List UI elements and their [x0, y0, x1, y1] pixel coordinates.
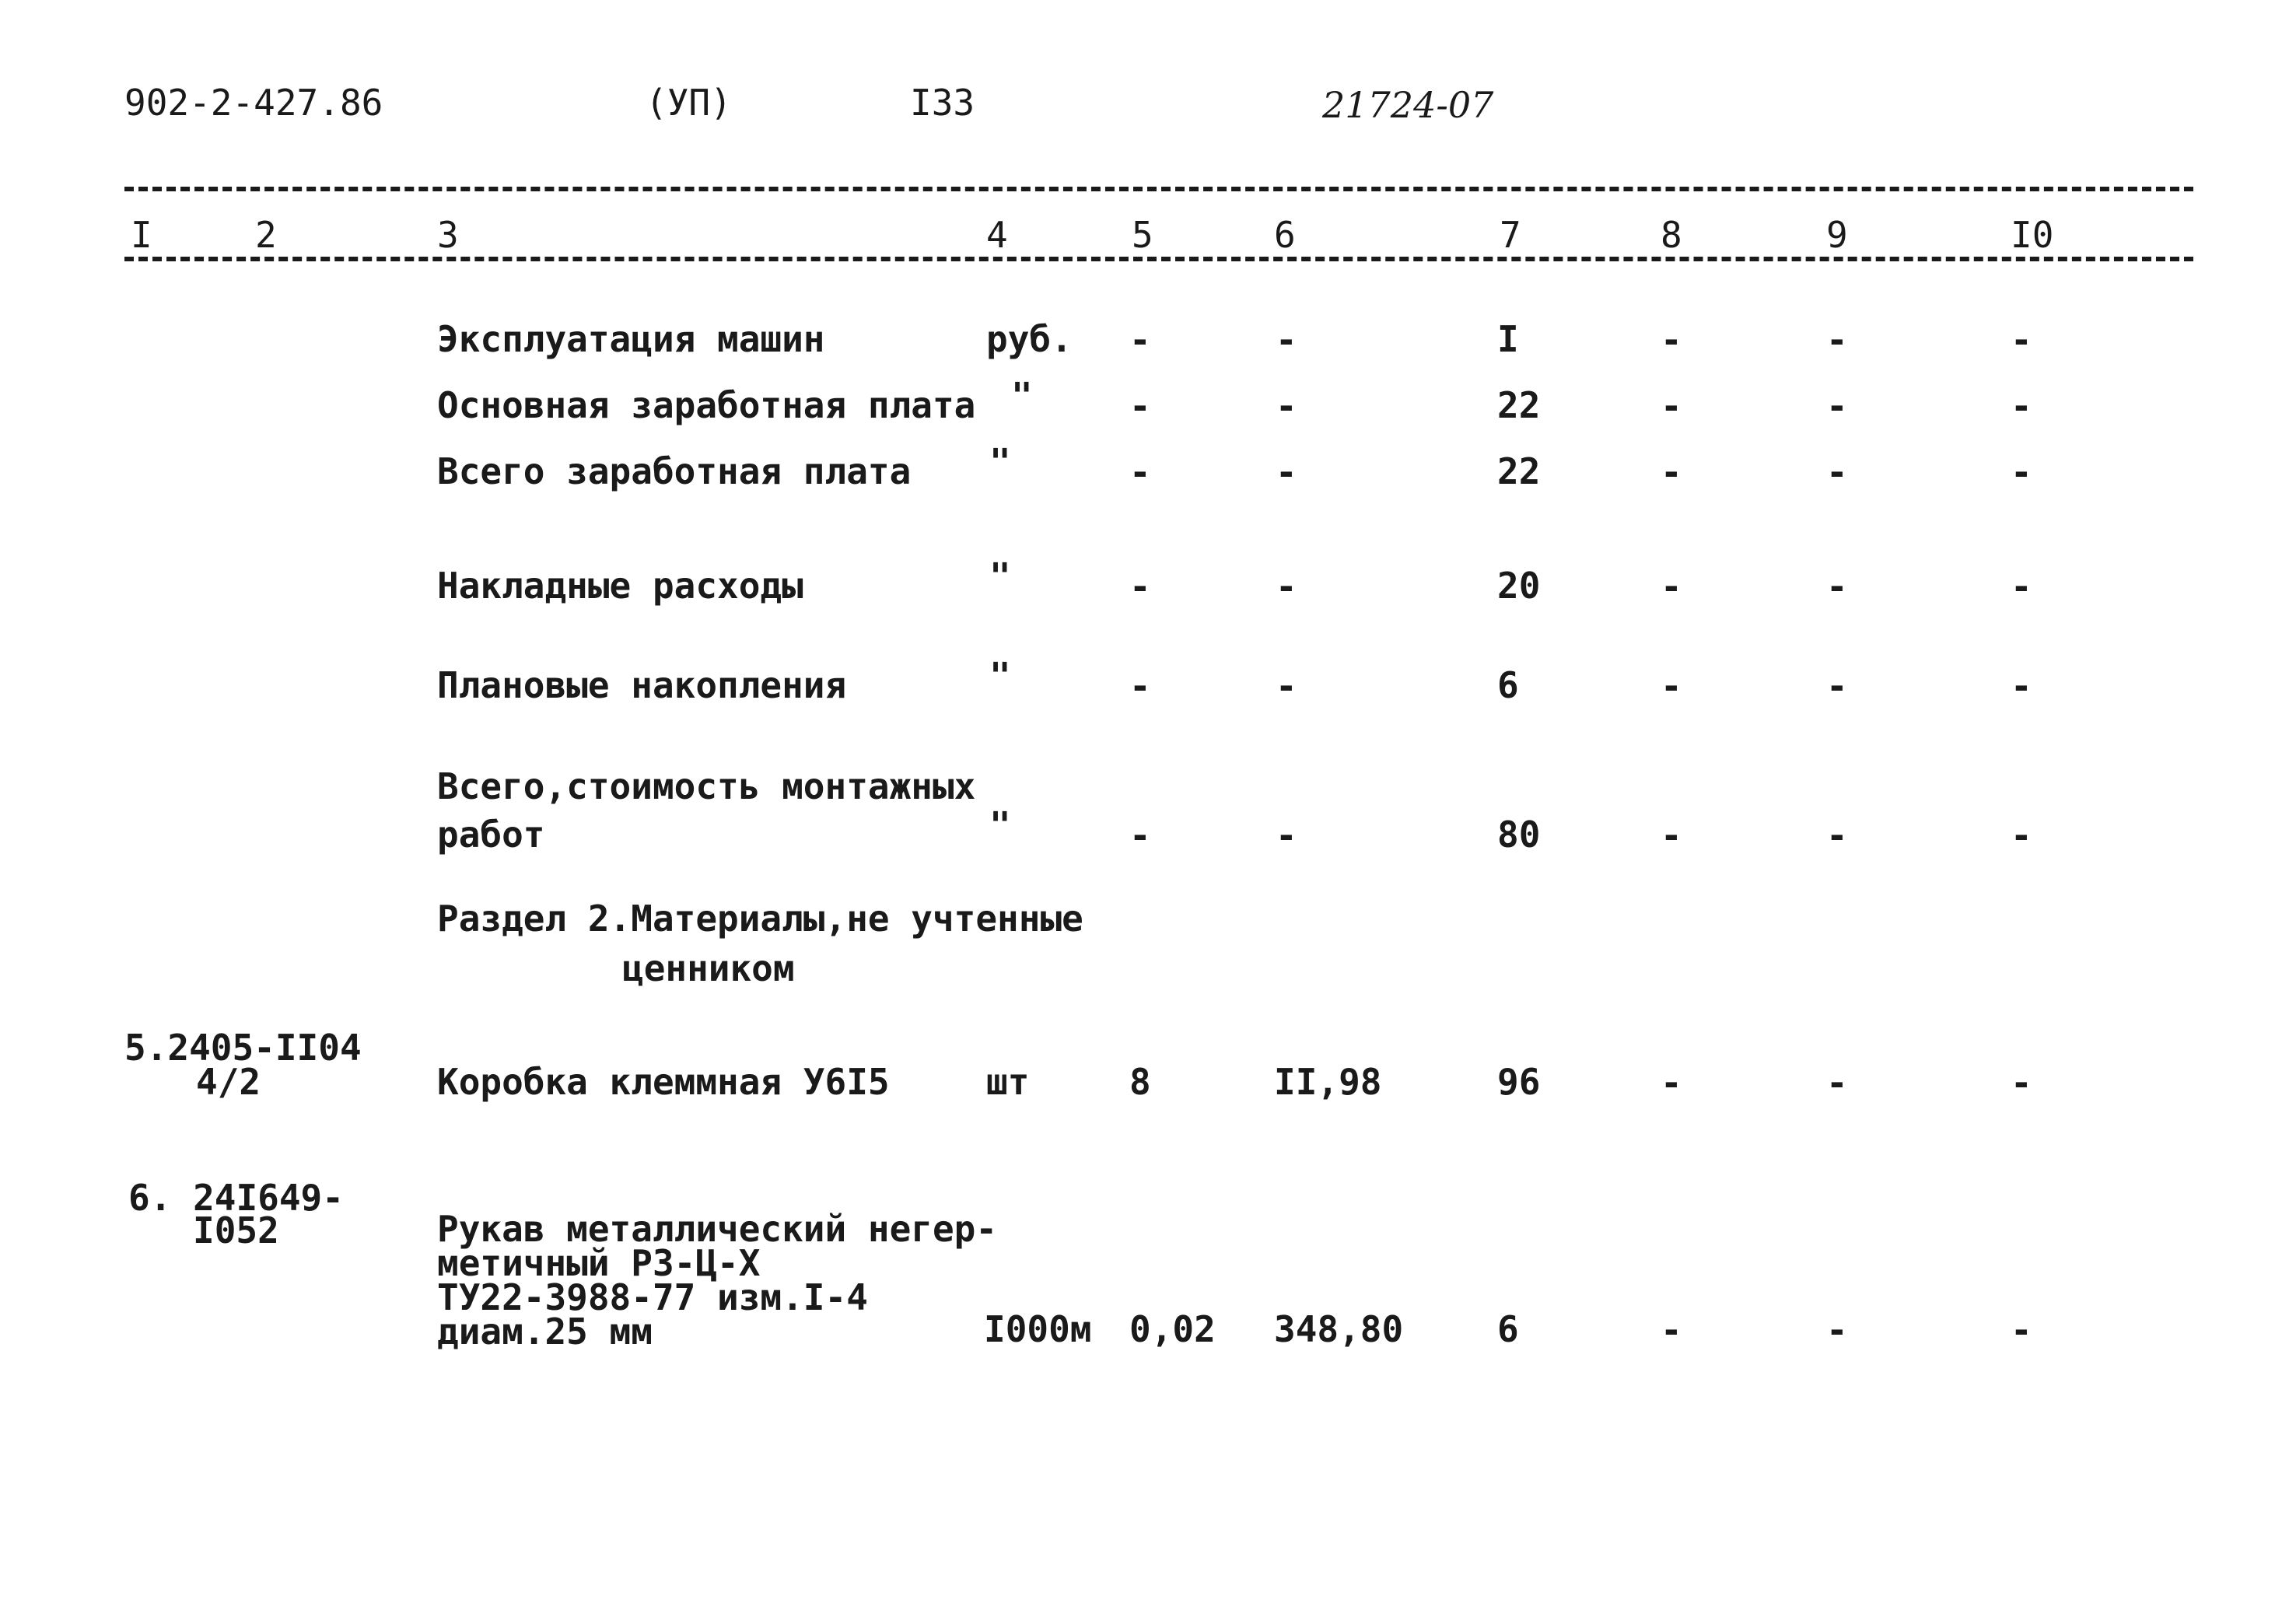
row-col8: - [1661, 665, 1682, 707]
row-name-line-2: метичный РЗ-Ц-Х [437, 1242, 761, 1284]
row-unit: " [1011, 375, 1033, 417]
row-qty: - [1129, 385, 1151, 427]
section-heading-line-1: Раздел 2.Материалы,не учтенные [437, 898, 1083, 940]
row-col8: - [1661, 319, 1682, 361]
row-col8: - [1661, 814, 1682, 856]
row-col8: - [1661, 1062, 1682, 1104]
row-name: Плановые накопления [437, 664, 847, 706]
row-qty: - [1129, 565, 1151, 607]
column-header-9: 9 [1826, 214, 1848, 256]
row-col9: - [1826, 814, 1848, 856]
row-price: - [1276, 319, 1297, 361]
row-name: Коробка клеммная У6I5 [437, 1061, 890, 1103]
row-price: - [1276, 814, 1297, 856]
column-header-6: 6 [1274, 214, 1296, 256]
row-price: II,98 [1274, 1061, 1382, 1103]
row-total: 96 [1497, 1061, 1541, 1103]
row-price: - [1276, 385, 1297, 427]
handwritten-number: 21724-07 [1322, 84, 1494, 126]
row-price: - [1276, 665, 1297, 707]
row-price: 348,80 [1274, 1308, 1404, 1350]
column-header-3: 3 [437, 214, 459, 256]
column-header-8: 8 [1661, 214, 1682, 256]
row-unit: руб. [986, 318, 1073, 360]
row-col9: - [1826, 451, 1848, 493]
row-col10: - [2011, 385, 2032, 427]
row-col9: - [1826, 385, 1848, 427]
row-qty: - [1129, 814, 1151, 856]
row-price: - [1276, 565, 1297, 607]
row-unit: " [989, 441, 1011, 483]
row-name-line-2: работ [437, 814, 545, 856]
table-top-rule [124, 187, 2193, 191]
row-total: 20 [1497, 565, 1541, 607]
row-name: Накладные расходы [437, 565, 803, 607]
row-qty: - [1129, 451, 1151, 493]
row-col9: - [1826, 565, 1848, 607]
document-code: 902-2-427.86 [124, 82, 383, 124]
page-number: I33 [910, 82, 975, 124]
column-header-2: 2 [255, 214, 277, 256]
row-name-line-1: Рукав металлический негер- [437, 1208, 998, 1250]
row-code-line-1: 5.2405-II04 [124, 1027, 362, 1069]
row-total: 80 [1497, 814, 1541, 856]
row-col8: - [1661, 1309, 1682, 1351]
row-name-line-1: Всего,стоимость монтажных [437, 765, 976, 807]
row-name-line-3: ТУ22-3988-77 изм.I-4 [437, 1276, 868, 1318]
row-qty: - [1129, 665, 1151, 707]
row-col10: - [2011, 1309, 2032, 1351]
row-code-line-2: 4/2 [196, 1061, 261, 1103]
section-heading-line-2: ценником [622, 947, 795, 989]
row-total: 22 [1497, 450, 1541, 492]
row-col8: - [1661, 385, 1682, 427]
row-col9: - [1826, 1062, 1848, 1104]
row-col9: - [1826, 1309, 1848, 1351]
row-unit: I000м [984, 1308, 1092, 1350]
row-name: Основная заработная плата [437, 384, 976, 426]
column-header-7: 7 [1500, 214, 1521, 256]
row-total: I [1497, 318, 1519, 360]
column-header-1: I [131, 214, 152, 256]
row-total: 6 [1497, 1308, 1519, 1350]
row-total: 6 [1497, 664, 1519, 706]
row-name: Эксплуатация машин [437, 318, 825, 360]
row-name: Всего заработная плата [437, 450, 912, 492]
row-code-line-1: 6. 24I649- [128, 1177, 344, 1219]
row-col9: - [1826, 665, 1848, 707]
column-header-5: 5 [1132, 214, 1153, 256]
column-header-4: 4 [986, 214, 1008, 256]
row-unit: шт [986, 1061, 1030, 1103]
row-col10: - [2011, 319, 2032, 361]
row-col10: - [2011, 814, 2032, 856]
document-mark: (УП) [646, 82, 732, 124]
row-col8: - [1661, 565, 1682, 607]
row-col9: - [1826, 319, 1848, 361]
row-total: 22 [1497, 384, 1541, 426]
row-col10: - [2011, 451, 2032, 493]
table-header-rule [124, 257, 2193, 261]
column-header-10: I0 [2011, 214, 2054, 256]
row-col10: - [2011, 565, 2032, 607]
row-col10: - [2011, 1062, 2032, 1104]
row-unit: " [989, 804, 1011, 846]
row-qty: - [1129, 319, 1151, 361]
row-code-line-2: I052 [193, 1209, 279, 1251]
row-qty: 8 [1129, 1061, 1151, 1103]
row-price: - [1276, 451, 1297, 493]
row-qty: 0,02 [1129, 1308, 1216, 1350]
row-col8: - [1661, 451, 1682, 493]
row-unit: " [989, 655, 1011, 697]
row-name-line-4: диам.25 мм [437, 1311, 653, 1353]
row-unit: " [989, 555, 1011, 597]
row-col10: - [2011, 665, 2032, 707]
